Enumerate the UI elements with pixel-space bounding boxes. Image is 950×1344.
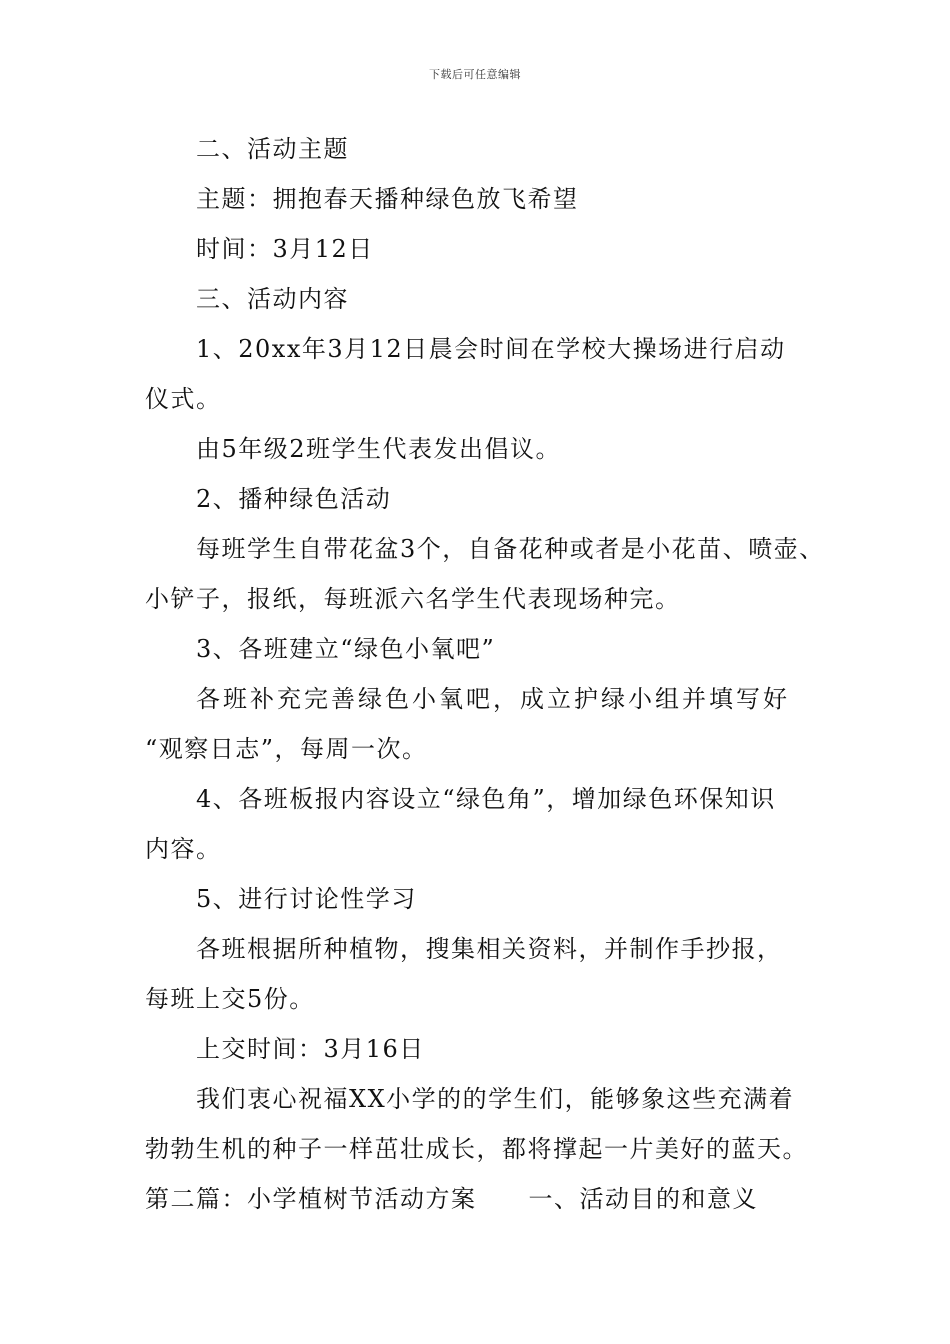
text-line: 仪式。 xyxy=(145,385,222,413)
section-title: 第二篇：小学植树节活动方案 xyxy=(145,1185,477,1213)
text-line: 我们衷心祝福XX小学的的学生们，能够象这些充满着 xyxy=(196,1085,795,1113)
text-line: 时间：3月12日 xyxy=(196,235,374,263)
text-line: 上交时间：3月16日 xyxy=(196,1035,425,1063)
section-heading-line xyxy=(145,1184,758,1214)
text-line: 由5年级2班学生代表发出倡议。 xyxy=(196,435,562,463)
section-subtitle: 一、活动目的和意义 xyxy=(528,1185,758,1213)
text-line: 各班根据所种植物，搜集相关资料，并制作手抄报， xyxy=(196,935,783,963)
text-line: 勃勃生机的种子一样茁壮成长，都将撑起一片美好的蓝天。 xyxy=(145,1135,808,1163)
text-line: 3、各班建立“绿色小氧吧” xyxy=(196,635,496,663)
text-line: 小铲子，报纸，每班派六名学生代表现场种完。 xyxy=(145,585,681,613)
text-line: 2、播种绿色活动 xyxy=(196,485,392,513)
text-line: 二、活动主题 xyxy=(196,135,349,163)
text-line: 4、各班板报内容设立“绿色角”，增加绿色环保知识 xyxy=(196,785,776,813)
text-line: 5、进行讨论性学习 xyxy=(196,885,417,913)
text-line: 三、活动内容 xyxy=(196,285,349,313)
text-line: 主题：拥抱春天播种绿色放飞希望 xyxy=(196,185,579,213)
page-header-note: 下载后可任意编辑 xyxy=(429,68,521,81)
text-line: “观察日志”，每周一次。 xyxy=(145,735,428,763)
text-line: 内容。 xyxy=(145,835,222,863)
text-line: 每班学生自带花盆3个，自备花种或者是小花苗、喷壶、 xyxy=(196,535,825,563)
text-line: 每班上交5份。 xyxy=(145,985,315,1013)
text-line: 1、20xx年3月12日晨会时间在学校大操场进行启动 xyxy=(196,335,786,363)
text-line: 各班补充完善绿色小氧吧，成立护绿小组并填写好 xyxy=(196,685,790,713)
